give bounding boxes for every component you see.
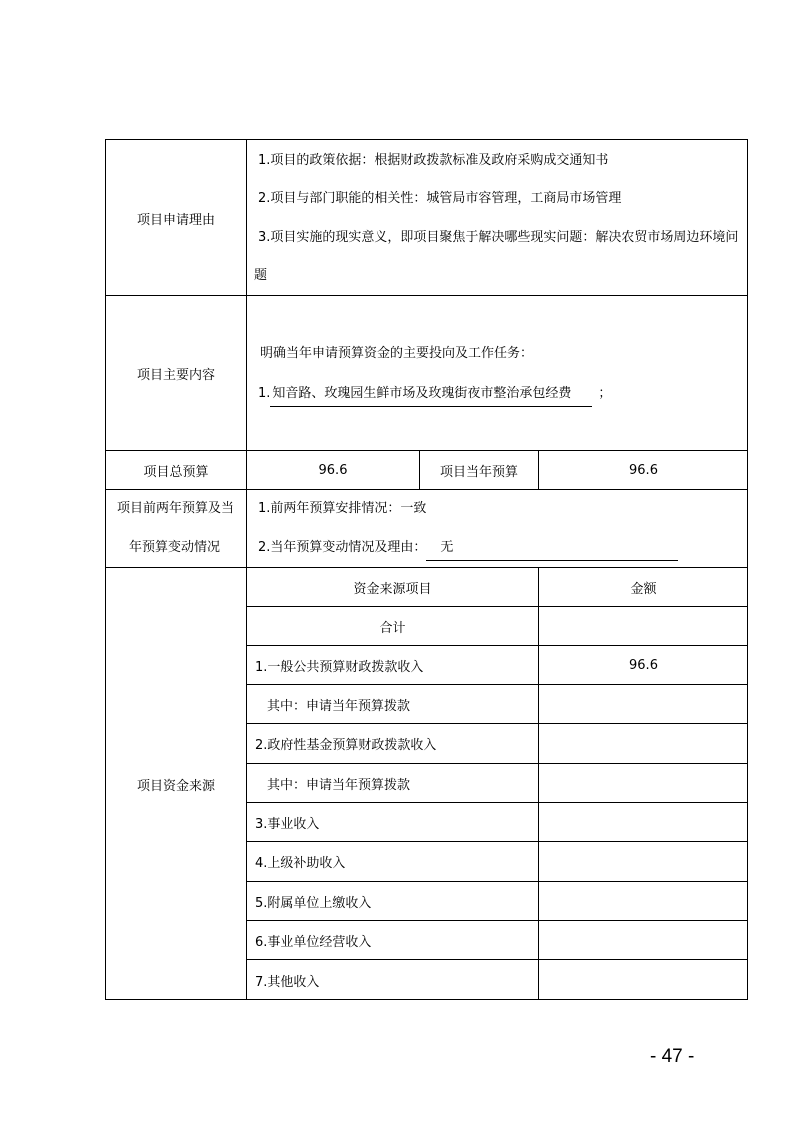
change-line-2 [258, 538, 678, 561]
funding-row-source: 4.上级补助收入 [255, 856, 346, 871]
table-row [246, 920, 538, 960]
table-row [246, 802, 538, 842]
table-row [246, 684, 538, 724]
funding-col-source-header [246, 567, 538, 607]
reason-line-3b: 题 [254, 268, 268, 283]
reason-line-3: 3.项目实施的现实意义，即项目聚焦于解决哪些现实问题：解决农贸市场周边环境问 [258, 230, 739, 245]
content-item-text: 知音路、玫瑰园生鲜市场及玫瑰街夜市整治承包经费 [270, 384, 592, 407]
table-row [246, 645, 538, 685]
content-label: 项目主要内容 [136, 368, 215, 383]
content-label-cell [105, 295, 246, 451]
reason-line-2: 2.项目与部门职能的相关性：城管局市容管理，工商局市场管理 [258, 191, 622, 206]
content-intro: 明确当年申请预算资金的主要投向及工作任务： [260, 346, 534, 361]
funding-label-cell [105, 567, 246, 1000]
table-row-amount [538, 645, 748, 685]
funding-row-source: 其中：申请当年预算拨款 [267, 778, 411, 793]
change-line-2-value: 无 [440, 540, 454, 555]
reason-label: 项目申请理由 [136, 212, 215, 228]
content-item-1 [258, 384, 611, 407]
funding-col-amount-text: 金额 [630, 582, 657, 597]
table-row-amount [538, 959, 748, 1000]
funding-label: 项目资金来源 [136, 778, 215, 794]
content-item-prefix: 1. [258, 386, 271, 401]
total-budget-value-cell [246, 450, 419, 490]
funding-row-source: 3.事业收入 [255, 817, 320, 832]
content-body-cell [246, 295, 748, 451]
table-row [246, 841, 538, 881]
table-border-bottom [105, 999, 748, 1000]
funding-row-source: 6.事业单位经营收入 [255, 935, 372, 950]
table-row-amount [538, 606, 748, 646]
table-border-right [747, 139, 748, 1000]
change-label-line-1: 项目前两年预算及当 [117, 501, 235, 516]
year-budget-value-cell [538, 450, 748, 490]
total-budget-label-cell [105, 450, 246, 490]
funding-row-source: 5.附属单位上缴收入 [255, 896, 372, 911]
table-row [246, 723, 538, 763]
reason-label-cell [105, 139, 246, 296]
funding-row-amount: 96.6 [629, 658, 658, 673]
table-row-amount [538, 920, 748, 960]
table-row-amount [538, 802, 748, 842]
table-row [246, 959, 538, 1000]
funding-row-source: 1.一般公共预算财政拨款收入 [255, 660, 424, 675]
change-line-1: 1.前两年预算安排情况：一致 [258, 501, 427, 516]
change-label-line-2: 年预算变动情况 [129, 540, 221, 555]
funding-row-source: 合计 [379, 621, 406, 636]
year-budget-label: 项目当年预算 [439, 465, 518, 480]
funding-col-amount-header [538, 567, 748, 607]
table-row-amount [538, 763, 748, 803]
funding-row-source: 其中：申请当年预算拨款 [267, 699, 411, 714]
table-row [246, 881, 538, 921]
total-budget-label: 项目总预算 [143, 465, 209, 480]
funding-col-source-text: 资金来源项目 [353, 582, 432, 597]
table-row [246, 763, 538, 803]
reason-line-1: 1.项目的政策依据：根据财政拨款标准及政府采购成交通知书 [258, 153, 609, 168]
funding-row-source: 7.其他收入 [255, 974, 320, 990]
total-budget-value: 96.6 [318, 463, 348, 478]
content-item-suffix: ； [598, 386, 612, 401]
page-number: - 47 - [650, 1046, 695, 1067]
table-row-amount [538, 841, 748, 881]
table-row-amount [538, 881, 748, 921]
year-budget-value: 96.6 [629, 463, 658, 478]
change-line-2-prefix: 2.当年预算变动情况及理由： [258, 540, 427, 555]
year-budget-label-cell [419, 450, 538, 490]
funding-row-source: 2.政府性基金预算财政拨款收入 [255, 738, 437, 753]
table-row-amount [538, 684, 748, 724]
table-row-amount [538, 723, 748, 763]
table-row [246, 606, 538, 646]
